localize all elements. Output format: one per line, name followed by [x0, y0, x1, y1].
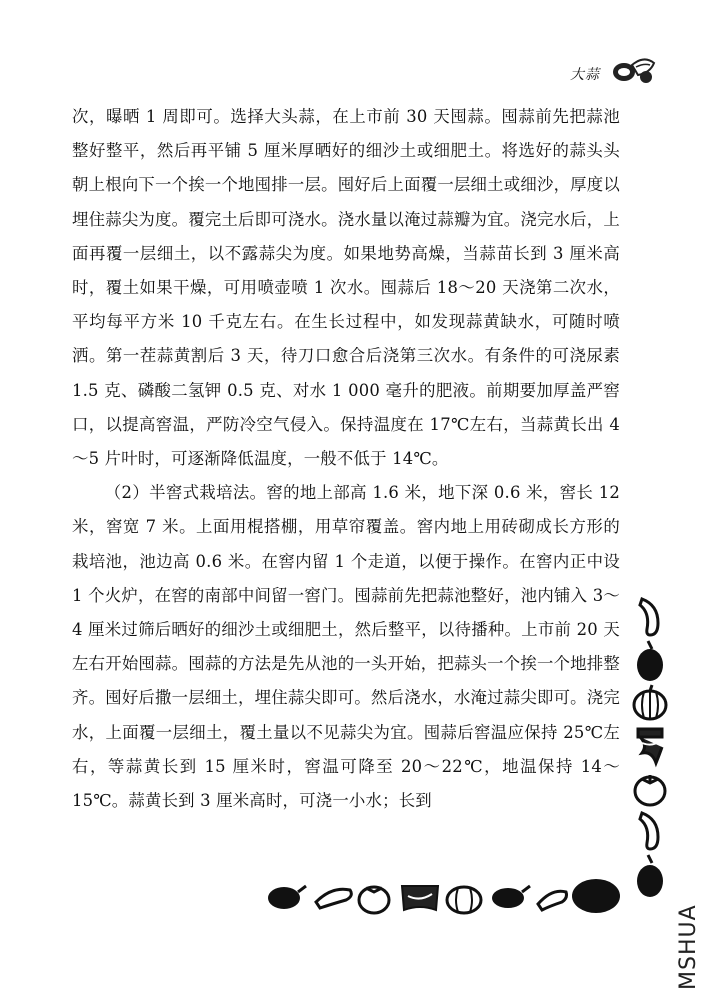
cabbage-icon: [402, 886, 438, 910]
eggplant-icon: [632, 639, 668, 683]
paragraph: （2）半窖式栽培法。窖的地上部高 1.6 米，地下深 0.6 米，窖长 12 米，窖宽 7 米。上面用棍搭棚，用草帘覆盖。窖内地上用砖砌成长方形的栽培池，池边高 0.6 米。在窖内留 1 个走道，以便于操作。在窖内正中设 1 个火炉，在窖的南部中间留一窖门。囤蒜前先把蒜池整好，池内铺入 3～4 厘米过筛后晒好的细沙土或细肥土，然后整平，以待播种。上市前 20 天左右开始囤蒜。囤蒜的方法是先从池的一头开始，把蒜头一个挨一个地排整齐。囤好后撒一层细土，埋住蒜尖即可。然后浇水，水淹过蒜尖即可。浇完水，上面覆一层细土，覆土量以不见蒜尖为宜。囤蒜后窖温应保持 25℃左右，等蒜黄长到 15 厘米时，窖温可降至 20～22℃，地温保持 14～15℃。蒜黄长到 3 厘米高时，可浇一小水；长到: [72, 483, 620, 811]
bottom-decoration: [262, 874, 622, 918]
vegetable-cluster-icon: [610, 55, 658, 85]
chapter-title: 大蒜: [570, 67, 600, 83]
tomato-icon: [359, 887, 389, 913]
cucumber-icon: [316, 889, 351, 908]
paragraph: 次，曝晒 1 周即可。选择大头蒜，在上市前 30 天囤蒜。囤蒜前先把蒜池整好整平，然后再平铺 5 厘米厚晒好的细沙土或细肥土。将选好的蒜头头朝上根向下一个挨一个地囤排一层。囤好后上面覆一层细土或细沙，厚度以埋住蒜尖为度。覆完土后即可浇水。浇水量以淹过蒜瓣为宜。浇完水后，上面再覆一层细土，以不露蒜尖为度。如果地势高燥，当蒜苗长到 3 厘米高时，覆土如果干燥，可用喷壶喷 1 次水。囤蒜后 18～20 天浇第二次水，平均每平方米 10 千克左右。在生长过程中，如发现蒜黄缺水，可随时喷洒。第一茬蒜黄割后 3 天，待刀口愈合后浇第三次水。有条件的可浇尿素 1.5 克、磷酸二氢钾 0.5 克、对水 1 000 毫升的肥液。前期要加厚盖严窖口，以提高窖温，严防冷空气侵入。保持温度在 17℃左右，当蒜黄长出 4～5 片叶时，可逐渐降低温度，一般不低于 14℃。: [72, 107, 620, 469]
watermark: MSHUA: [676, 904, 701, 990]
tomato-icon: [632, 769, 668, 809]
eggplant-icon: [632, 853, 668, 899]
pumpkin-icon: [447, 887, 481, 913]
eggplant-icon: [492, 886, 530, 908]
cabbage-icon: [632, 723, 668, 769]
cucumber-icon: [632, 809, 668, 853]
body-text: [72, 100, 620, 818]
cucumber-icon: [538, 891, 567, 910]
melon-icon: [572, 879, 620, 913]
eggplant-icon: [268, 886, 306, 909]
side-decoration: [632, 595, 668, 899]
cucumber-icon: [632, 595, 668, 639]
pumpkin-icon: [632, 683, 668, 723]
